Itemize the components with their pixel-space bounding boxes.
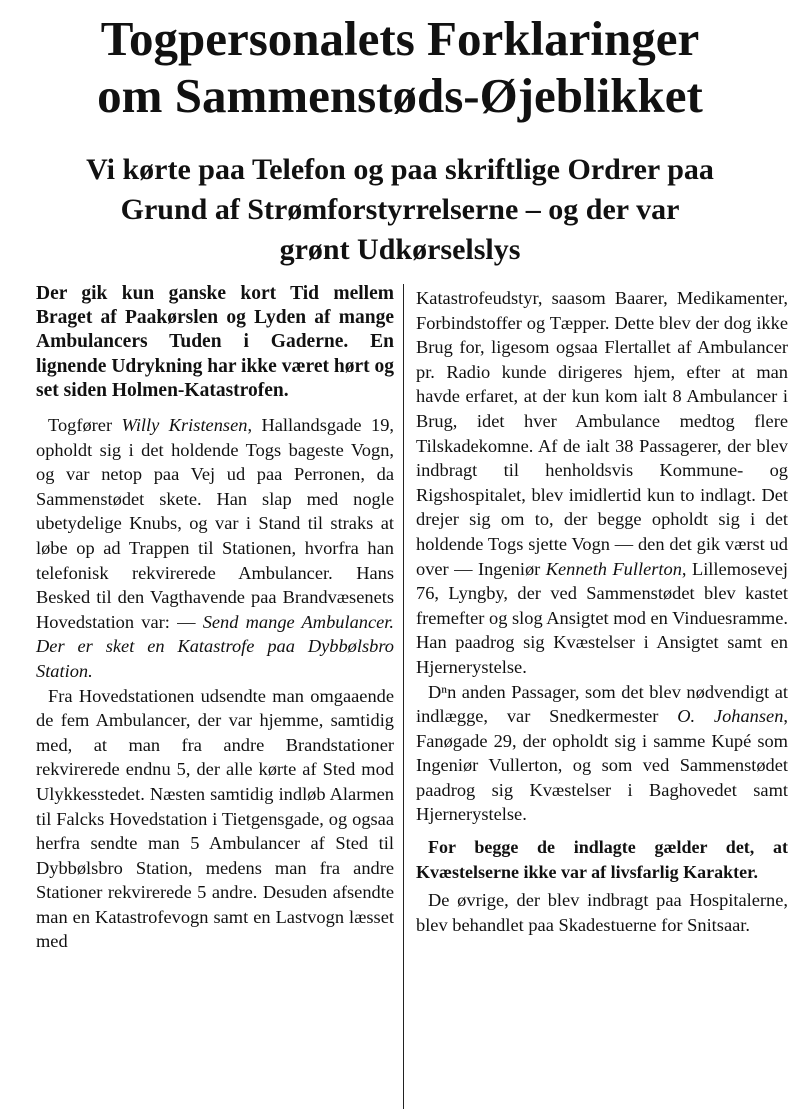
person-name: Willy Kristensen [121, 415, 248, 436]
text: , Lillemosevej 76, Lyngby, der ved Sammenstødet blev kastet fremefter og slog Ansigtet mod en Vinduesramme. Han paadrog sig Kvæstelser i Ansigtet samt en Hjernerystelse. [416, 558, 788, 677]
left-column [36, 282, 394, 954]
person-name: Kenneth Fullerton [545, 558, 682, 579]
paragraph-ambulances: Fra Hovedstationen udsendte man omgaaende de fem Ambulancer, der var hjemme, samtidig med, at man fra andre Brandstationer rekvirerede endnu 5, der alle kørte af Sted mod Ulykkesstedet. Næsten samtidig indløb Alarmen til Falcks Hovedstation i Tietgensgade, og ogsaa herfra sendte man 5 Ambulancer af Sted til Dybbølsbro Station, medens man fra andre Stationer rekvirerede 5 andre. Desuden afsendte man en Katastrofevogn samt en Lastvogn læsset med [36, 685, 394, 952]
subheadline-line-3: grønt Udkørselslys [279, 233, 521, 266]
subheadline-line-2: Grund af Strømforstyrrelserne – og der var [120, 193, 680, 226]
person-name: O. Johansen [677, 706, 784, 727]
paragraph-equipment [416, 286, 788, 680]
paragraph-second-passenger [416, 680, 788, 828]
quote: Send mange Ambulancer. Der er sket en Katastrofe paa Dybbølsbro Station. [36, 611, 394, 681]
subheadline [0, 150, 800, 270]
text: Togfører [48, 415, 122, 436]
column-divider [403, 284, 404, 1109]
text: Dⁿn anden Passager, som det blev nødvendigt at indlægge, var Snedkermester [416, 681, 788, 727]
paragraph-train-guard [36, 413, 394, 684]
paragraph-injuries-not-fatal: For begge de indlagte gælder det, at Kvæstelserne ikke var af livsfarlig Karakter. [416, 837, 788, 882]
text: , Fanøgade 29, der opholdt sig i samme Kupé som Ingeniør Vullerton, og som ved Sammenstødet paadrog sig Kvæstelser i Baghovedet samt Hjernerystelse. [416, 706, 788, 825]
headline [0, 10, 800, 124]
text: , Hallandsgade 19, opholdt sig i det holdende Togs bageste Vogn, og var netop paa Vej ud paa Perronen, da Sammenstødet skete. Han slap med nogle ubetydelige Knubs, og var i Stand til straks at løbe op ad Trappen til Stationen, hvorfra han telefonisk rekvirerede Ambulancer. Hans Besked til den Vagthavende paa Brandvæsenets Hovedstation var: — [36, 415, 394, 632]
text: Katastrofeudstyr, saasom Baarer, Medikamenter, Forbindstoffer og Tæpper. Dette blev der dog ikke Brug for, ligesom ogsaa Flertallet af Ambulancer pr. Radio kunde dirigeres hjem, efter at man havde erfaret, at der kun kom ialt 8 Ambulancer i Brug, idet hver Ambulance medtog flere Tilskadekomne. Af de ialt 38 Passagerer, der blev indbragt til henholdsvis Kommune- og Rigshospitalet, blev imidlertid kun to indlagt. Det drejer sig om to, der begge opholdt sig i det holdende Togs sjette Vogn — den det gik værst ud over — Ingeniør [416, 288, 788, 579]
right-column [416, 286, 788, 937]
paragraph-others: De øvrige, der blev indbragt paa Hospitalerne, blev behandlet paa Skadestuerne for Snitsaar. [416, 890, 788, 935]
lead-paragraph: Der gik kun ganske kort Tid mellem Braget af Paakørslen og Lyden af mange Ambulancers Tuden i Gaderne. En lignende Udrykning har ikke været hørt og set siden Holmen-Katastrofen. [36, 283, 394, 401]
headline-line-1: Togpersonalets Forklaringer [100, 11, 700, 66]
headline-line-2: om Sammenstøds-Øjeblikket [97, 68, 703, 123]
subheadline-line-1: Vi kørte paa Telefon og paa skriftlige Ordrer paa [86, 153, 714, 186]
